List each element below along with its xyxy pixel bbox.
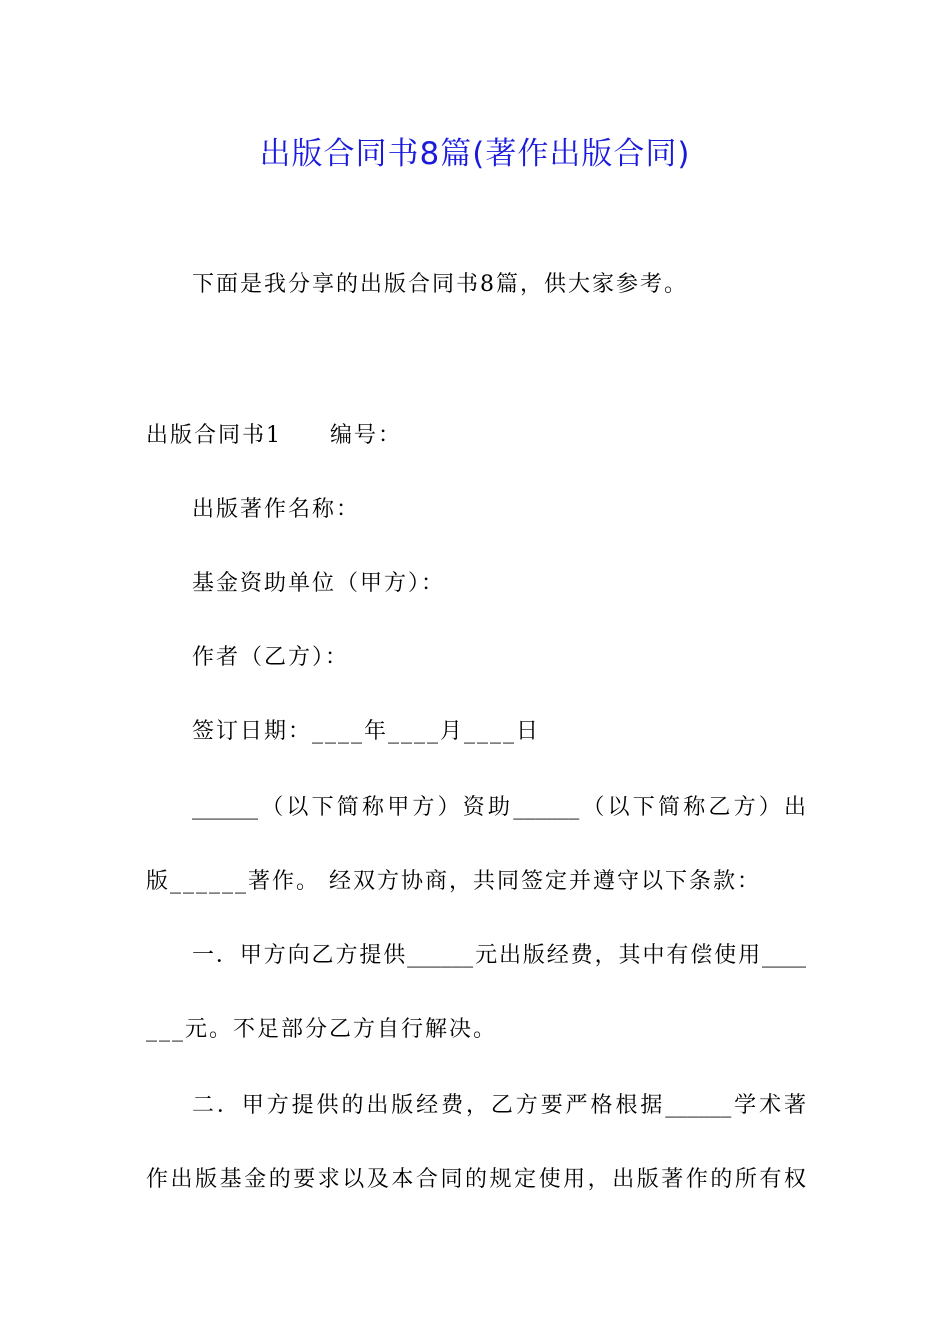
party-a-line: 基金资助单位（甲方）： bbox=[192, 571, 446, 596]
clause-2-line-1: 二．甲方提供的出版经费，乙方要严格根据______学术著 bbox=[192, 1093, 806, 1118]
intro-paragraph: 下面是我分享的出版合同书8篇，供大家参考。 bbox=[192, 272, 688, 297]
preamble-line-2: 版______著作。 经双方协商，共同签定并遵守以下条款： bbox=[146, 869, 761, 894]
contract-heading: 出版合同书1 编号： bbox=[146, 423, 402, 448]
party-b-line: 作者（乙方）： bbox=[192, 645, 350, 670]
clause-1-line-2: ___元。不足部分乙方自行解决。 bbox=[146, 1017, 498, 1042]
work-name-line: 出版著作名称： bbox=[192, 497, 361, 522]
sign-date-line: 签订日期：____年____月____日 bbox=[192, 719, 541, 744]
preamble-line-1: ______（以下简称甲方）资助______（以下简称乙方）出 bbox=[192, 795, 806, 820]
clause-1-line-1: 一．甲方向乙方提供______元出版经费，其中有偿使用____ bbox=[192, 943, 806, 968]
document-title: 出版合同书8篇(著作出版合同) bbox=[259, 136, 691, 172]
clause-2-line-2: 作出版基金的要求以及本合同的规定使用，出版著作的所有权 bbox=[146, 1167, 806, 1192]
